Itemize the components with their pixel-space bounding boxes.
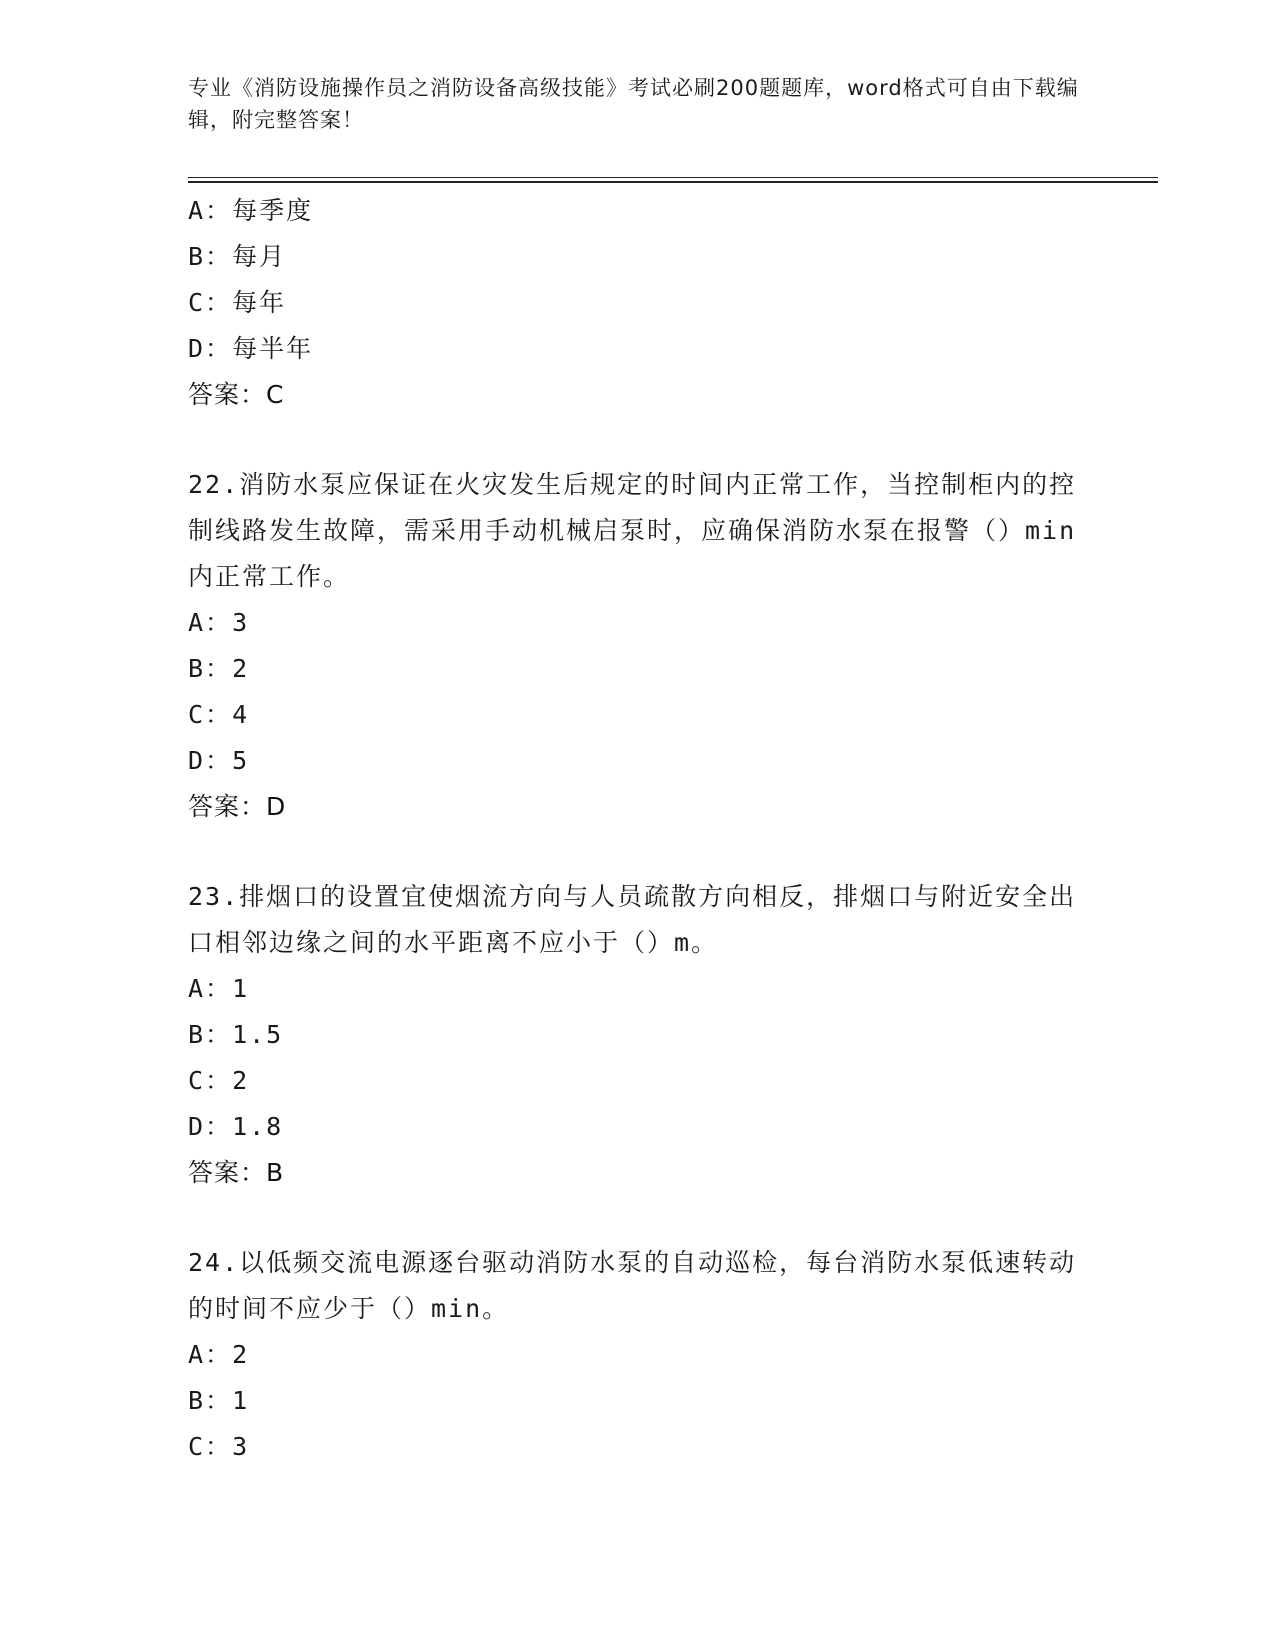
answer: 答案：C bbox=[188, 380, 285, 409]
option-b: B：2 bbox=[188, 654, 250, 683]
question-text: 23.排烟口的设置宜使烟流方向与人员疏散方向相反，排烟口与附近安全出口相邻边缘之间的水平距离不应小于（）m。 bbox=[188, 882, 1077, 957]
question-text: 24.以低频交流电源逐台驱动消防水泵的自动巡检，每台消防水泵低速转动的时间不应少于（）min。 bbox=[188, 1248, 1077, 1323]
option-c: C：4 bbox=[188, 700, 250, 729]
option-a: A：3 bbox=[188, 608, 250, 637]
option-d: D：1.8 bbox=[188, 1112, 284, 1141]
option-a: A：每季度 bbox=[188, 196, 314, 225]
option-c: C：3 bbox=[188, 1432, 250, 1461]
question-content bbox=[188, 188, 1088, 1470]
option-d: D：每半年 bbox=[188, 334, 314, 363]
question-22 bbox=[188, 462, 1088, 830]
answer: 答案：B bbox=[188, 1158, 285, 1187]
header-title: 专业《消防设施操作员之消防设备高级技能》考试必刷200题题库，word格式可自由下载编辑，附完整答案！ bbox=[188, 76, 1079, 132]
option-b: B：1.5 bbox=[188, 1020, 284, 1049]
header-divider-thick bbox=[188, 181, 1158, 183]
answer: 答案：D bbox=[188, 792, 287, 821]
question-24 bbox=[188, 1240, 1088, 1470]
option-d: D：5 bbox=[188, 746, 250, 775]
option-b: B：1 bbox=[188, 1386, 250, 1415]
option-c: C：2 bbox=[188, 1066, 250, 1095]
header-divider-thin bbox=[188, 177, 1158, 178]
question-text: 22.消防水泵应保证在火灾发生后规定的时间内正常工作，当控制柜内的控制线路发生故障，需采用手动机械启泵时，应确保消防水泵在报警（）min内正常工作。 bbox=[188, 470, 1077, 591]
option-c: C：每年 bbox=[188, 288, 287, 317]
page-header bbox=[188, 72, 1088, 136]
option-a: A：2 bbox=[188, 1340, 250, 1369]
option-a: A：1 bbox=[188, 974, 250, 1003]
question-23 bbox=[188, 874, 1088, 1196]
option-b: B：每月 bbox=[188, 242, 287, 271]
question-21-continuation bbox=[188, 188, 1088, 418]
